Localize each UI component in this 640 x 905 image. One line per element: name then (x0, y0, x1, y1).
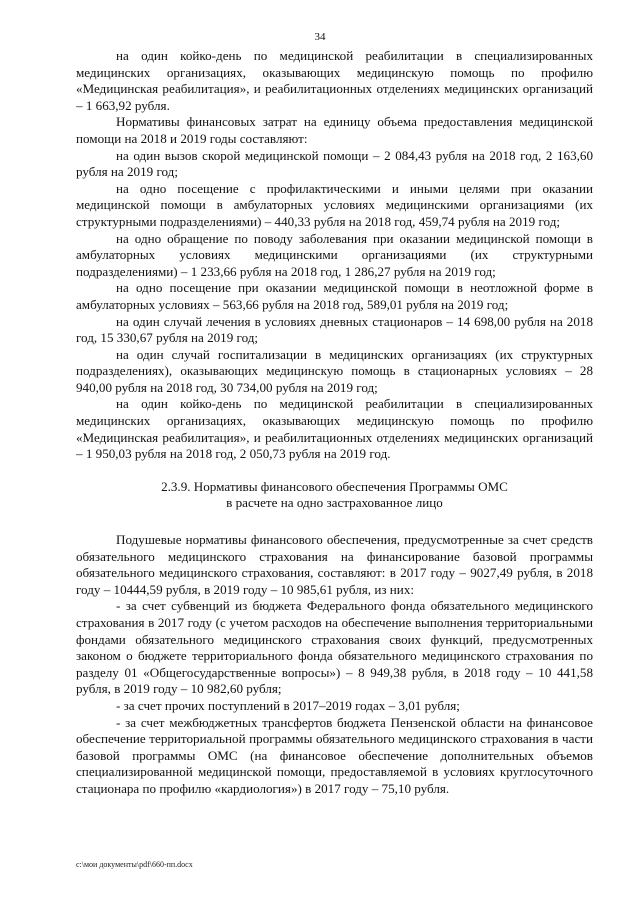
paragraph-day-hospital: на один случай лечения в условиях дневных стационаров – 14 698,00 рубля на 2018 год, 15 330,67 рубля на 2019 год; (76, 313, 593, 346)
paragraph-disease-appeal: на одно обращение по поводу заболевания при оказании медицинской помощи в амбулаторных условиях медицинскими организациями (их структурными подразделениями) – 1 233,66 рубля на 2018 год, 1 286,27 рубля на 2019 год; (76, 230, 593, 279)
footer-file-path: c:\мои документы\pdf\660-пп.docx (76, 860, 193, 869)
paragraph-per-capita-norms: Подушевые нормативы финансового обеспечения, предусмотренные за счет средств обязательного медицинского страхования на финансирование базовой программы обязательного медицинского страхования, составляют: в 2017 году – 9027,49 рубля, в 2018 году – 10444,59 рубля, в 2019 году – 10 985,61 рубля, из них: (76, 532, 593, 597)
paragraph-interbudget-transfers: - за счет межбюджетных трансфертов бюджета Пензенской области на финансовое обеспечение территориальной программы обязательного медицинского страхования в части базовой программы ОМС (на финансовое обеспечение дополнительных объемов специализированной медицинской помощи, предоставляемой в условиях круглосуточного стационара по профилю «кардиология») в 2017 году – 75,10 рубля. (76, 714, 593, 796)
section-title-line-1: 2.3.9. Нормативы финансового обеспечения Программы ОМС (161, 478, 508, 494)
paragraph-federal-subventions: - за счет субвенций из бюджета Федерального фонда обязательного медицинского страхования в 2017 году (с учетом расходов на обеспечение выполнения территориальными фондами обязательного медицинского страхования своих функций, предусмотренных законом о бюджете территориального фонда обязательного медицинского страхования по разделу 01 «Общегосударственные вопросы») – 8 949,38 рубля, в 2018 году – 10 441,58 рубля, в 2019 году – 10 982,60 рубля; (76, 598, 593, 697)
paragraph-urgent-visit: на одно посещение при оказании медицинской помощи в неотложной форме в амбулаторных условиях – 563,66 рубля на 2018 год, 589,01 рубля на 2019 год; (76, 280, 593, 312)
document-body (76, 48, 593, 798)
page-number: 34 (314, 31, 326, 43)
paragraph-preventive-visit: на одно посещение с профилактическими и иными целями при оказании медицинской помощи в амбулаторных условиях медицинскими организациями (их структурными подразделениями) – 440,33 рубля на 2018 год, 459,74 рубля на 2019 год; (76, 180, 593, 229)
paragraph-ambulance-call: на один вызов скорой медицинской помощи – 2 084,43 рубля на 2018 год, 2 163,60 рубля на 2019 год; (76, 147, 593, 180)
paragraph-hospitalization: на один случай госпитализации в медицинских организациях (их структурных подразделениях), оказывающих медицинскую помощь в стационарных условиях – 28 940,00 рубля на 2018 год, 30 734,00 рубля на 2019 год; (76, 346, 593, 395)
paragraph-rehab-bed-day-2017: на один койко-день по медицинской реабилитации в специализированных медицинских организациях, оказывающих медицинскую помощь по профилю «Медицинская реабилитация», и реабилитационных отделениях медицинских организаций – 1 663,92 рубля. (76, 48, 593, 113)
section-title (76, 479, 593, 512)
paragraph-rehab-bed-day-2018: на один койко-день по медицинской реабилитации в специализированных медицинских организациях, оказывающих медицинскую помощь по профилю «Медицинская реабилитация», и реабилитационных отделениях медицинских организаций – 1 950,03 рубля на 2018 год, 2 050,73 рубля на 2019 год. (76, 396, 593, 462)
paragraph-cost-norms-intro: Нормативы финансовых затрат на единицу объема предоставления медицинской помощи на 2018 и 2019 годы составляют: (76, 114, 593, 146)
paragraph-other-receipts: - за счет прочих поступлений в 2017–2019 годах – 3,01 рубля; (116, 697, 460, 713)
section-title-line-2: в расчете на одно застрахованное лицо (226, 495, 443, 511)
